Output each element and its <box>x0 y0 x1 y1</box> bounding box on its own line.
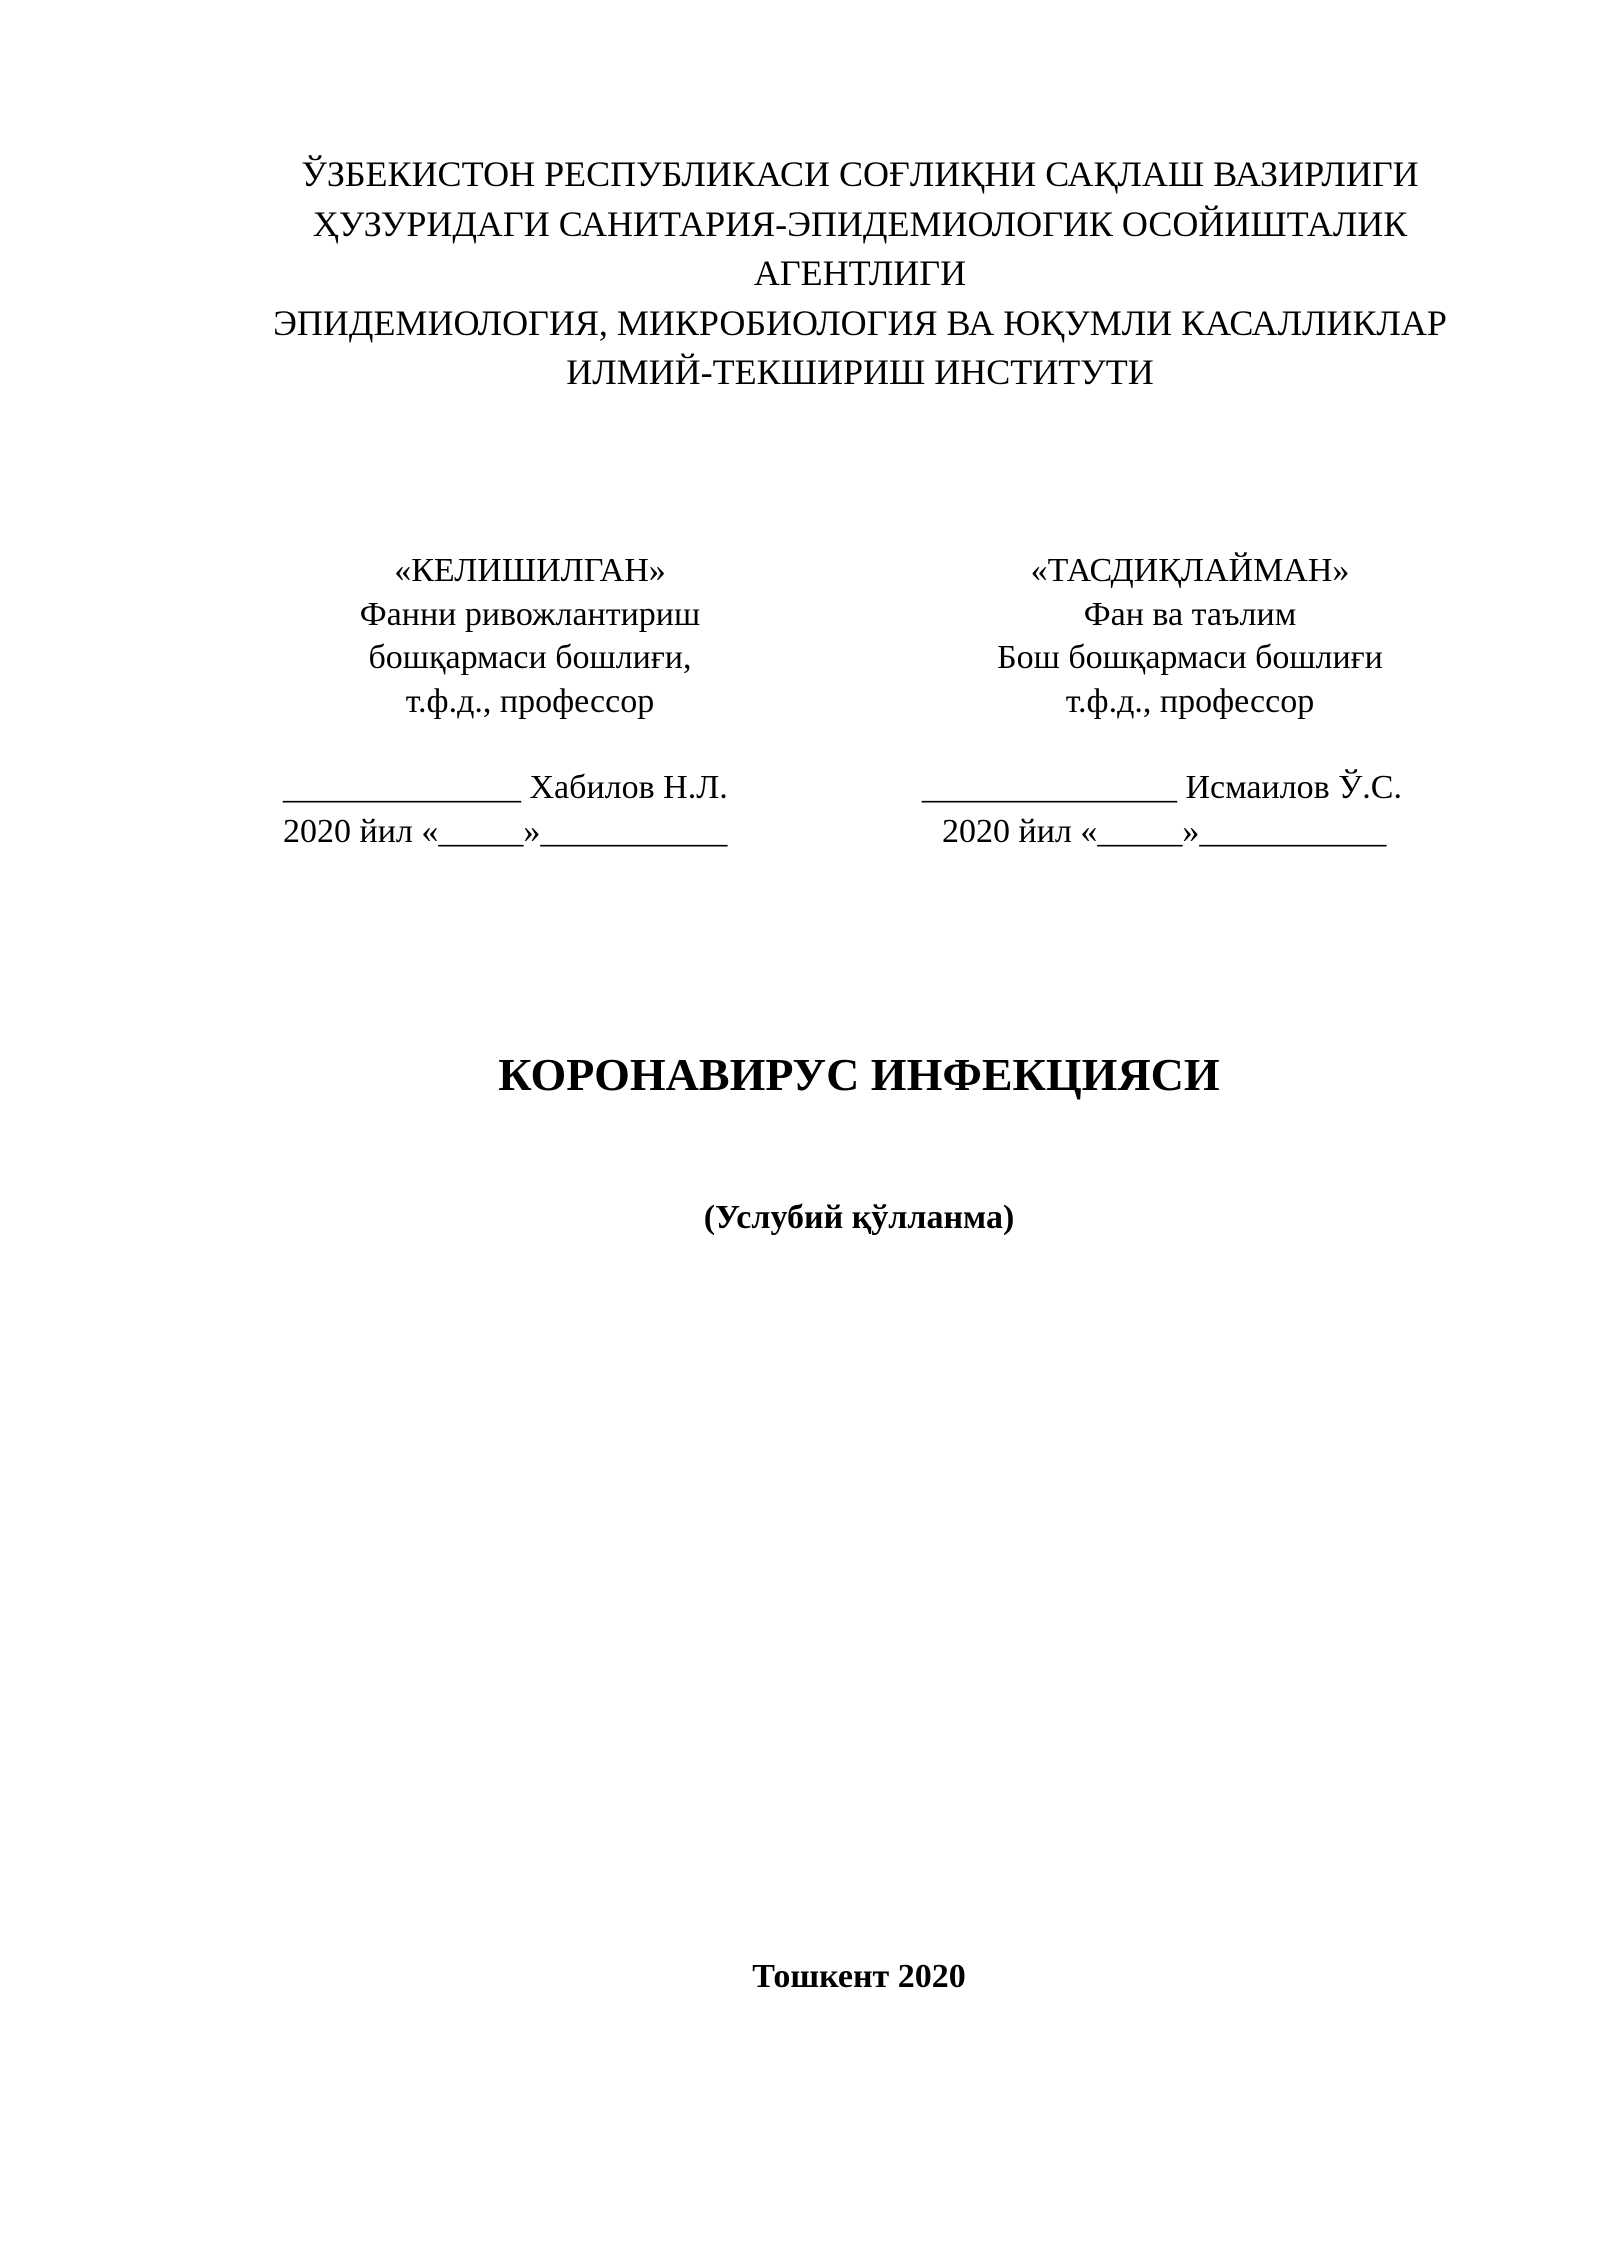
approved-position-line: Бош бошқармаси бошлиғи <box>997 639 1383 676</box>
agreed-date-line: 2020 йил «_____»___________ <box>283 812 728 850</box>
approved-date-line: 2020 йил «_____»___________ <box>942 812 1387 850</box>
approved-signature-line: _______________ Исмаилов Ў.С. <box>922 769 1402 806</box>
document-title: КОРОНАВИРУС ИНФЕКЦИЯСИ <box>498 1049 1220 1100</box>
header-line: ЎЗБЕКИСТОН РЕСПУБЛИКАСИ СОҒЛИҚНИ САҚЛАШ ВАЗИРЛИГИ <box>301 154 1419 194</box>
agreed-position-line: бошқармаси бошлиғи, <box>368 639 692 676</box>
approved-position-line: Фан ва таълим <box>1083 595 1297 633</box>
agreed-position-line: т.ф.д., профессор <box>405 682 655 720</box>
agreed-position-line: Фанни ривожлантириш <box>359 595 701 633</box>
header-line: АГЕНТЛИГИ <box>753 253 967 293</box>
header-line: ИЛМИЙ-ТЕКШИРИШ ИНСТИТУТИ <box>566 352 1154 392</box>
header-line: ЭПИДЕМИОЛОГИЯ, МИКРОБИОЛОГИЯ ВА ЮҚУМЛИ КАСАЛЛИКЛАР <box>273 302 1447 343</box>
approved-signature-block <box>922 766 1402 853</box>
document-subtitle: (Услубий қўлланма) <box>703 1199 1015 1236</box>
place-and-year: Тошкент 2020 <box>752 1958 966 1995</box>
agreed-block <box>300 549 760 723</box>
agreed-heading: «КЕЛИШИЛГАН» <box>394 552 666 589</box>
approved-block <box>930 549 1450 723</box>
institution-header <box>200 150 1520 398</box>
header-line: ҲУЗУРИДАГИ САНИТАРИЯ-ЭПИДЕМИОЛОГИК ОСОЙИШТАЛИК <box>312 203 1408 244</box>
approved-heading: «ТАСДИҚЛАЙМАН» <box>1030 552 1350 589</box>
approved-position-line: т.ф.д., профессор <box>1065 682 1315 720</box>
agreed-signature-block <box>283 766 728 853</box>
agreed-signature-line: ______________ Хабилов Н.Л. <box>283 769 728 806</box>
